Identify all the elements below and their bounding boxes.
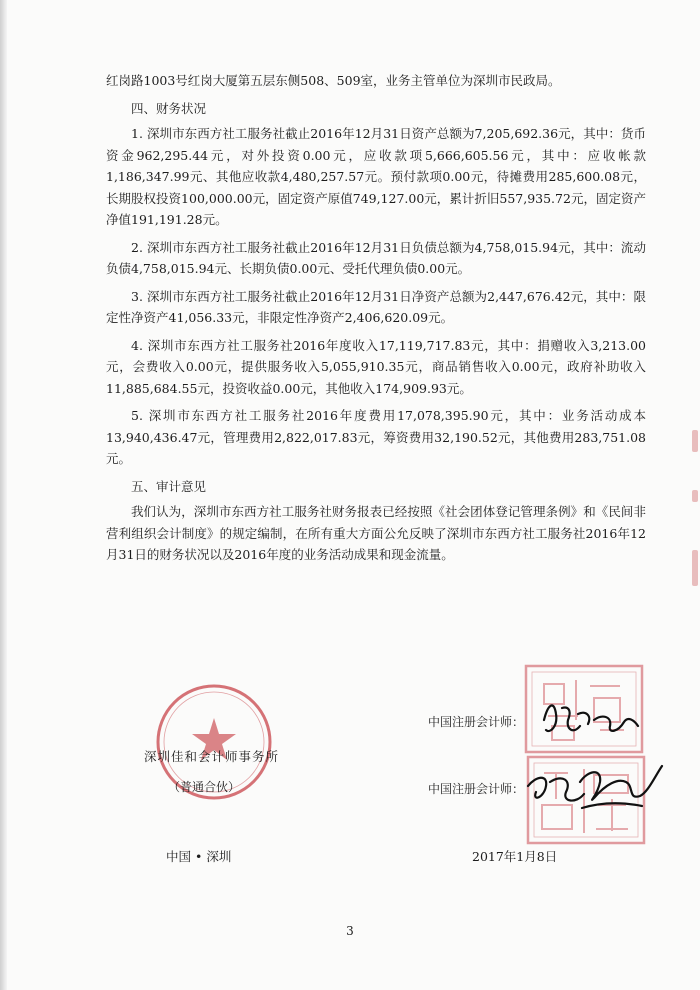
paragraph-net-assets: 3. 深圳市东西方社工服务社截止2016年12月31日净资产总额为2,447,676.42元，其中：限定性净资产41,056.33元，非限定性净资产2,406,620.09元。 [106,288,646,325]
section-heading-opinion: 五、审计意见 [131,478,207,494]
sign-date: 2017年1月8日 [472,849,558,864]
cpa-label-1: 中国注册会计师： [428,715,525,729]
page-number: 3 [346,924,354,938]
audit-firm-type: （普通合伙） [168,780,241,794]
paragraph-assets: 1. 深圳市东西方社工服务社截止2016年12月31日资产总额为7,205,692.36元，其中：货币资金962,295.44元，对外投资0.00元，应收款项5,666,605.56元，其中：应收帐款1,186,347.99元、其他应收款4,480,257.57元。预付款项0.00元，待摊费用285,600.08元，长期股权投资100,000.00元，固定资产原值749,127.00元，累计折旧557,935.72元，固定资产净值191,191.28元。 [106,126,646,227]
cpa-label-2: 中国注册会计师： [428,782,525,796]
sign-place: 中国 • 深圳 [166,849,232,864]
binding-marks [686,430,700,600]
signature-1 [538,690,648,740]
paragraph-address: 红岗路1003号红岗大厦第五层东侧508、509室，业务主管单位为深圳市民政局。 [106,73,561,88]
report-body [106,70,646,572]
signature-2 [522,752,672,822]
paragraph-audit-opinion: 我们认为，深圳市东西方社工服务社财务报表已经按照《社会团体登记管理条例》和《民间非营利组织会计制度》的规定编制，在所有重大方面公允反映了深圳市东西方社工服务社2016年12月31日的财务状况以及2016年度的业务活动成果和现金流量。 [106,504,646,562]
scan-left-edge [0,0,7,990]
section-heading-finance: 四、财务状况 [131,100,207,116]
audit-firm-name: 深圳佳和会计师事务所 [144,749,280,764]
paragraph-liabilities: 2. 深圳市东西方社工服务社截止2016年12月31日负债总额为4,758,015.94元，其中：流动负债4,758,015.94元、长期负债0.00元、受托代理负债0.00元。 [106,239,646,276]
paragraph-income: 4. 深圳市东西方社工服务社2016年度收入17,119,717.83元，其中：捐赠收入3,213.00元，会费收入0.00元，提供服务收入5,055,910.35元，商品销售收入0.00元，政府补助收入11,885,684.55元，投资收益0.00元，其他收入174,909.93元。 [106,337,646,396]
paragraph-expenses: 5. 深圳市东西方社工服务社2016年度费用17,078,395.90元，其中：业务活动成本13,940,436.47元，管理费用2,822,017.83元，筹资费用32,190.52元，其他费用283,751.08元。 [106,408,646,466]
